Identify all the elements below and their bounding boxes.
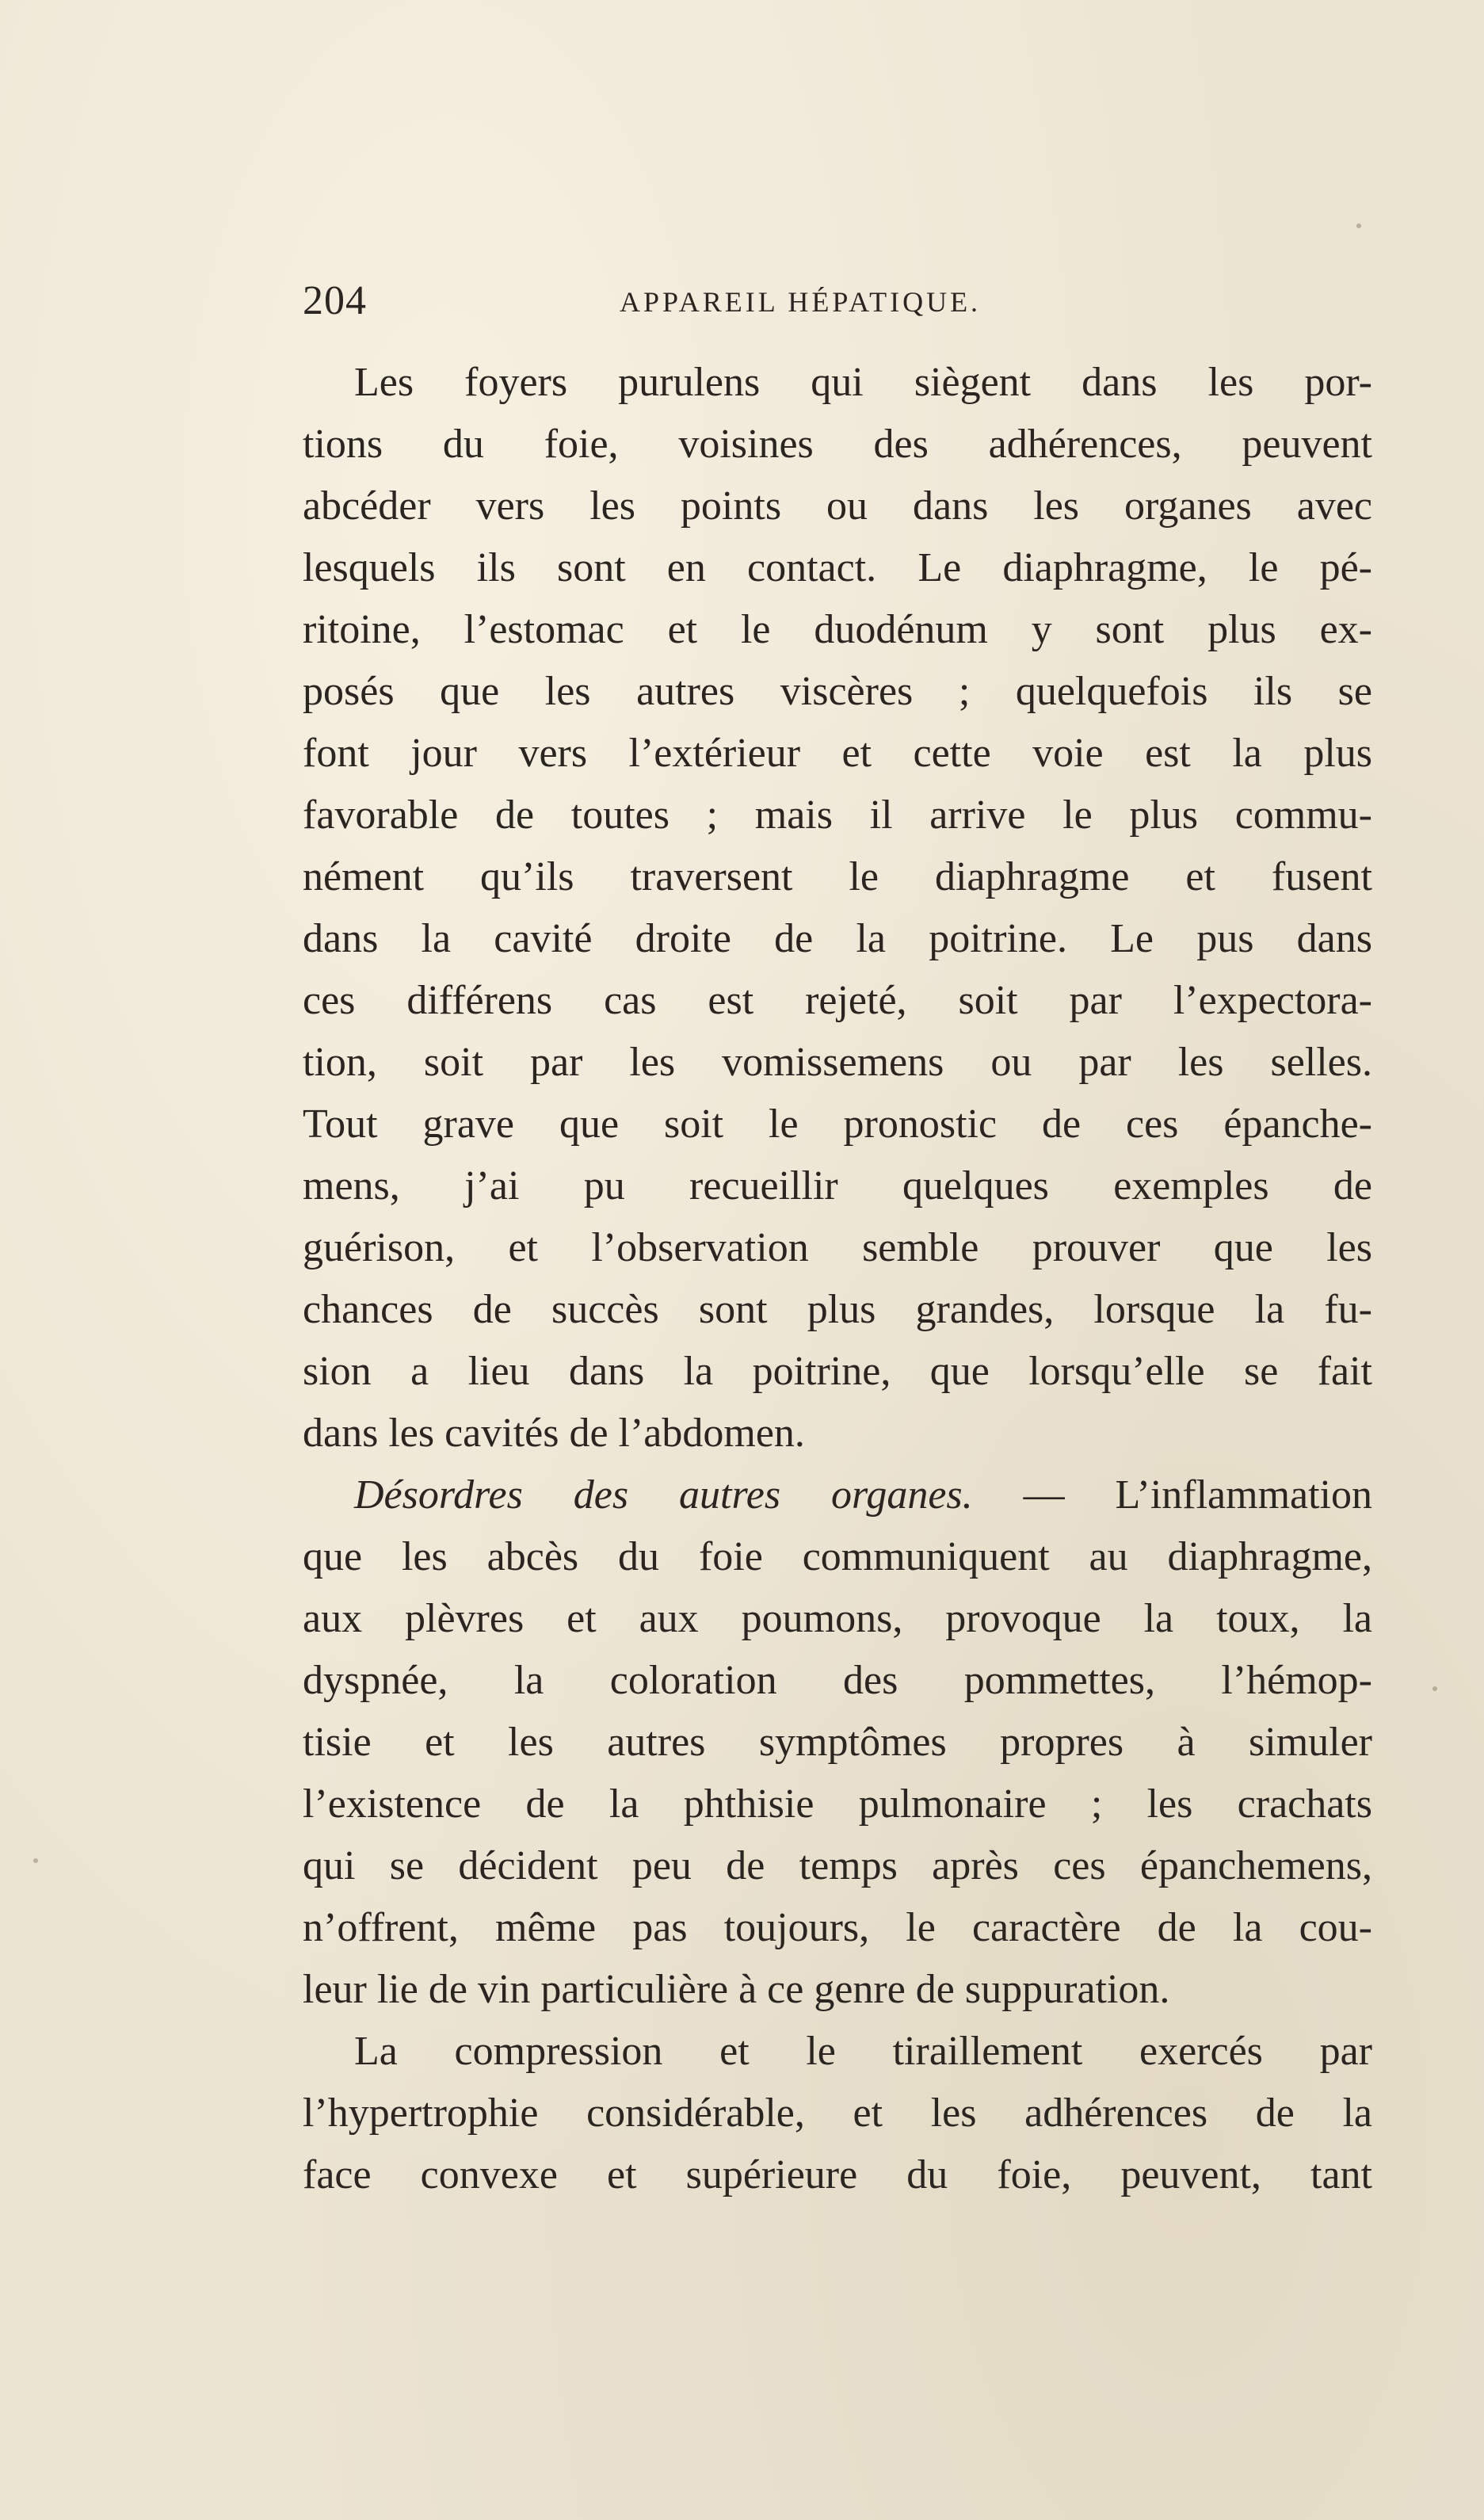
text-line: ces différens cas est rejeté, soit par l’expectora- (303, 978, 1372, 1023)
text-line: chances de succès sont plus grandes, lorsque la fu- (303, 1287, 1372, 1332)
text-line: ritoine, l’estomac et le duodénum y sont plus ex- (303, 607, 1372, 652)
text-line: l’existence de la phthisie pulmonaire ; les crachats (303, 1781, 1372, 1827)
text-line: n’offrent, même pas toujours, le caractère de la cou- (303, 1905, 1372, 1950)
text-line: guérison, et l’observation semble prouver que les (303, 1225, 1372, 1270)
text-line: lesquels ils sont en contact. Le diaphragme, le pé- (303, 545, 1372, 590)
text-line: nément qu’ils traversent le diaphragme et fusent (303, 854, 1372, 899)
text-line: face convexe et supérieure du foie, peuvent, tant (303, 2152, 1372, 2197)
body-text (303, 352, 1372, 2206)
section-first-line (303, 1464, 1372, 1526)
text-line: tion, soit par les vomissemens ou par les selles. (303, 1040, 1372, 1085)
paper-speck (1356, 223, 1361, 228)
page-number: 204 (303, 278, 367, 323)
section-heading: Désordres des autres organes. (354, 1472, 973, 1518)
page-header (303, 273, 1372, 329)
text-line: dans les cavités de l’abdomen. (303, 1411, 805, 1456)
running-title: APPAREIL HÉPATIQUE. (620, 286, 982, 318)
text-line: mens, j’ai pu recueillir quelques exemples de (303, 1163, 1372, 1208)
text-fragment: — L’inflammation (1023, 1472, 1373, 1518)
text-line: tions du foie, voisines des adhérences, peuvent (303, 422, 1372, 467)
text-line: leur lie de vin particulière à ce genre de suppuration. (303, 1967, 1170, 2012)
text-line: que les abcès du foie communiquent au diaphragme, (303, 1534, 1372, 1579)
text-line: La compression et le tiraillement exercés par (354, 2029, 1372, 2074)
paper-speck (1432, 1686, 1437, 1691)
text-line: Les foyers purulens qui siègent dans les por- (354, 360, 1372, 405)
text-line: favorable de toutes ; mais il arrive le plus commu- (303, 792, 1372, 838)
text-line: tisie et les autres symptômes propres à simuler (303, 1720, 1372, 1765)
text-line: dans la cavité droite de la poitrine. Le pus dans (303, 916, 1372, 961)
paper-speck (33, 1858, 38, 1863)
text-line: aux plèvres et aux poumons, provoque la toux, la (303, 1596, 1372, 1641)
text-line: dyspnée, la coloration des pommettes, l’hémop- (303, 1658, 1372, 1703)
text-line: l’hypertrophie considérable, et les adhérences de la (303, 2090, 1372, 2136)
text-line: Tout grave que soit le pronostic de ces épanche- (303, 1102, 1372, 1147)
text-line: font jour vers l’extérieur et cette voie est la plus (303, 731, 1372, 776)
text-line: abcéder vers les points ou dans les organes avec (303, 483, 1372, 529)
text-line: sion a lieu dans la poitrine, que lorsqu’elle se fait (303, 1349, 1372, 1394)
text-line: qui se décident peu de temps après ces épanchemens, (303, 1843, 1372, 1888)
text-line: posés que les autres viscères ; quelquefois ils se (303, 669, 1372, 714)
